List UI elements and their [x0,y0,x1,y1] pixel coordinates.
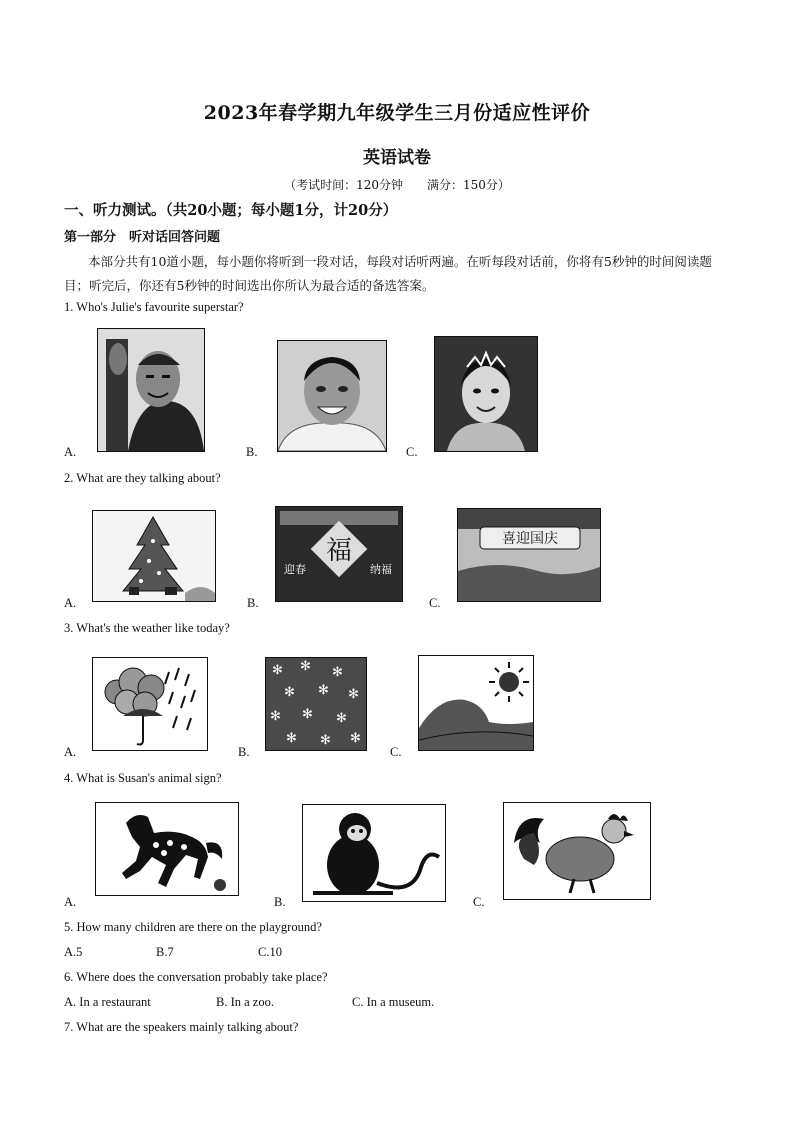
monkey-picture[interactable] [302,804,446,902]
national-day-banner: 喜迎国庆 [502,531,558,547]
svg-text:✻: ✻ [272,663,283,678]
rainy-umbrella-picture[interactable] [92,657,208,751]
q5-option-a[interactable]: A.5 [64,945,83,959]
q2-label-a: A. [64,596,77,610]
smiling-man-photo[interactable] [277,340,387,452]
svg-text:✻: ✻ [302,707,313,722]
snowy-picture[interactable] [265,657,367,751]
q6-option-b[interactable]: B. In a zoo. [216,995,274,1009]
q5-option-c[interactable]: C.10 [258,945,282,959]
q4-label-b: B. [274,895,286,909]
svg-text:✻: ✻ [320,733,331,748]
q3-label-a: A. [64,745,77,759]
horse-picture[interactable] [95,802,239,896]
q1-label-c: C. [406,445,418,459]
q4-label-c: C. [473,895,485,909]
q1-label-b: B. [246,445,258,459]
question-1: 1. Who's Julie's favourite superstar? [64,300,244,314]
q2b-right-text: 纳福 [370,563,392,576]
exam-info: （考试时间：120分钟 满分：150分） [284,178,510,192]
svg-text:✻: ✻ [336,711,347,726]
q2b-left-text: 迎春 [284,563,306,576]
svg-text:✻: ✻ [284,685,295,700]
fu-character: 福 [325,536,353,566]
q6-option-a[interactable]: A. In a restaurant [64,995,151,1009]
christmas-tree-picture[interactable] [92,510,216,602]
part-heading: 第一部分 听对话回答问题 [64,230,221,245]
spring-festival-fu-picture[interactable] [275,506,403,602]
national-day-picture[interactable] [457,508,601,602]
q1-label-a: A. [64,445,77,459]
question-2: 2. What are they talking about? [64,471,221,485]
svg-text:✻: ✻ [332,665,343,680]
svg-text:✻: ✻ [270,709,281,724]
q4-label-a: A. [64,895,77,909]
question-7: 7. What are the speakers mainly talking about? [64,1020,299,1034]
exam-title: 2023年春学期九年级学生三月份适应性评价 [203,102,591,124]
svg-text:✻: ✻ [300,659,311,674]
question-4: 4. What is Susan's animal sign? [64,771,222,785]
question-6: 6. Where does the conversation probably take place? [64,970,328,984]
woman-with-tiara-photo[interactable] [434,336,538,452]
man-with-award-photo[interactable] [97,328,205,452]
question-5: 5. How many children are there on the playground? [64,920,322,934]
q2-label-b: B. [247,596,259,610]
svg-text:✻: ✻ [318,683,329,698]
instructions: 本部分共有10道小题，每小题你将听到一段对话，每段对话听两遍。在听每段对话前，你将有5秒钟的时间阅读题目；听完后，你还有5秒钟的时间选出你所认为最合适的备选答案。 [64,254,712,293]
rooster-picture[interactable] [503,802,651,900]
svg-text:✻: ✻ [286,731,297,746]
question-3: 3. What's the weather like today? [64,621,230,635]
q3-label-b: B. [238,745,250,759]
svg-text:✻: ✻ [350,731,361,746]
q2-label-c: C. [429,596,441,610]
sunny-picture[interactable] [418,655,534,751]
subject-title: 英语试卷 [363,148,431,168]
q3-label-c: C. [390,745,402,759]
q6-option-c[interactable]: C. In a museum. [352,995,435,1009]
section-heading: 一、听力测试。（共20小题；每小题1分，计20分） [64,202,398,219]
svg-text:✻: ✻ [348,687,359,702]
q5-option-b[interactable]: B.7 [156,945,174,959]
